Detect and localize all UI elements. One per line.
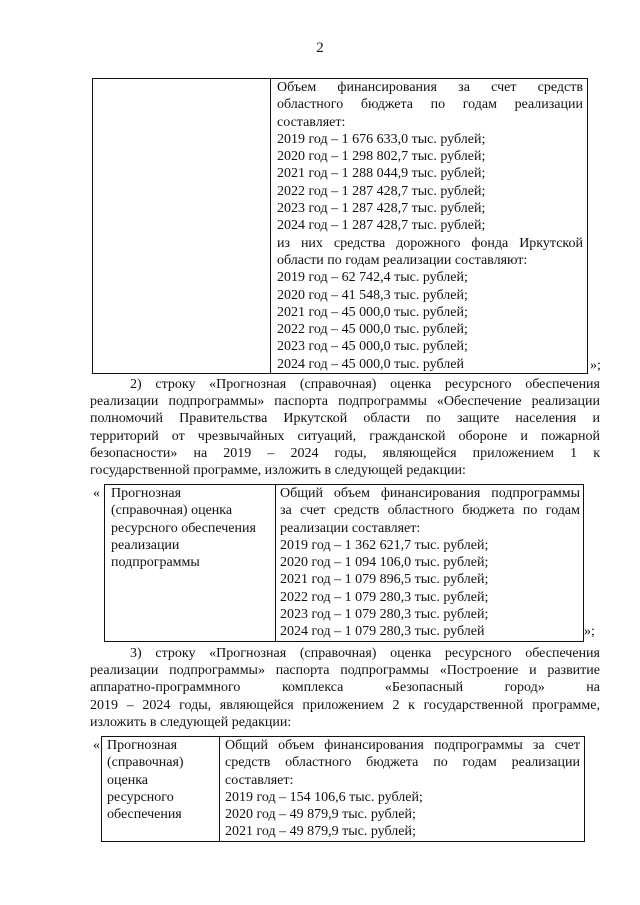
table2-left-line: подпрограммы xyxy=(111,555,200,571)
table2-left-line: реализации xyxy=(111,537,180,553)
table1-line: 2019 год – 62 742,4 тыс. рублей; xyxy=(277,270,468,286)
table2-right-line: 2021 год – 1 079 896,5 тыс. рублей; xyxy=(280,572,489,588)
table1-line: 2024 год – 1 287 428,7 тыс. рублей; xyxy=(277,218,486,234)
table2-right-line: Общий объем финансирования подпрограммы xyxy=(280,486,580,501)
table1-line: 2024 год – 45 000,0 тыс. рублей xyxy=(277,356,464,372)
paragraph-line: реализации подпрограммы» паспорта подпрограммы «Обеспечение реализации xyxy=(90,394,600,410)
table3-left-line: обеспечения xyxy=(107,807,182,823)
table2-left-line: Прогнозная xyxy=(111,486,182,501)
table3-right-line: составляет: xyxy=(225,772,294,788)
table1-line: области по годам реализации составляют: xyxy=(277,252,528,268)
table1-line: 2020 год – 41 548,3 тыс. рублей; xyxy=(277,287,468,303)
closing-quote: »; xyxy=(590,358,601,373)
table3-left-line: Прогнозная xyxy=(107,738,178,753)
paragraph-line: 3) строку «Прогнозная (справочная) оценка ресурсного обеспечения xyxy=(130,646,600,661)
table1-line: 2022 год – 1 287 428,7 тыс. рублей; xyxy=(277,183,486,199)
closing-quote: »; xyxy=(584,624,595,639)
paragraph-line: изложить в следующей редакции: xyxy=(90,714,292,730)
table3-left-line: ресурсного xyxy=(107,789,174,805)
table1-line: областного бюджета по годам реализации xyxy=(277,97,583,113)
table2-left-line: ресурсного обеспечения xyxy=(111,520,256,536)
table2-right-line: 2024 год – 1 079 280,3 тыс. рублей xyxy=(280,624,485,640)
opening-quote: « xyxy=(93,486,100,501)
paragraph-line: безопасности» на 2019 – 2024 годы, являющейся приложением 1 к xyxy=(90,445,600,461)
table1-line: 2021 год – 1 288 044,9 тыс. рублей; xyxy=(277,166,486,182)
table1-line: составляет: xyxy=(277,114,346,130)
table1-line: 2023 год – 45 000,0 тыс. рублей; xyxy=(277,339,468,355)
table1-line: 2019 год – 1 676 633,0 тыс. рублей; xyxy=(277,131,486,147)
paragraph-2 xyxy=(90,376,600,479)
table1-left-cell xyxy=(93,79,271,374)
opening-quote: « xyxy=(93,738,100,753)
table2-right-line: 2022 год – 1 079 280,3 тыс. рублей; xyxy=(280,589,489,605)
table1-line: из них средства дорожного фонда Иркутской xyxy=(277,235,583,251)
table3-right-line: 2020 год – 49 879,9 тыс. рублей; xyxy=(225,807,416,823)
table3-right-cell xyxy=(220,737,585,842)
table1-line: 2023 год – 1 287 428,7 тыс. рублей; xyxy=(277,201,486,217)
table1-line: 2021 год – 45 000,0 тыс. рублей; xyxy=(277,304,468,320)
table2-right-line: 2019 год – 1 362 621,7 тыс. рублей; xyxy=(280,537,489,553)
table2-right-cell xyxy=(276,485,584,642)
paragraph-line: территорий от чрезвычайных ситуаций, гражданской обороне и пожарной xyxy=(90,428,600,444)
paragraph-line: реализации подпрограммы» паспорта подпрограммы «Построение и развитие xyxy=(90,663,600,679)
paragraph-line: государственной программе, изложить в следующей редакции: xyxy=(90,463,466,479)
table2-left-cell xyxy=(105,485,276,642)
paragraph-line: аппаратно-программного комплекса «Безопасный город» на xyxy=(90,680,600,696)
table3-right-line: Общий объем финансирования подпрограммы за счет xyxy=(225,738,580,753)
paragraph-line: полномочий Правительства Иркутской области по защите населения и xyxy=(90,411,600,427)
table3-left-cell xyxy=(102,737,220,842)
table3-right-line: средств областного бюджета по годам реализации xyxy=(225,755,580,771)
table3-left-line: (справочная) xyxy=(107,755,184,771)
table3-right-line: 2021 год – 49 879,9 тыс. рублей; xyxy=(225,824,416,840)
table3-left-line: оценка xyxy=(107,772,149,788)
table2-left-line: (справочная) оценка xyxy=(111,503,233,519)
table1-line: 2020 год – 1 298 802,7 тыс. рублей; xyxy=(277,149,486,165)
financing-table-3 xyxy=(101,736,585,842)
paragraph-line: 2019 – 2024 годы, являющейся приложением 2 к государственной программе, xyxy=(90,697,600,713)
table1-line: Объем финансирования за счет средств xyxy=(277,80,583,95)
table2-right-line: реализации составляет: xyxy=(280,520,421,536)
table2-right-line: за счет средств областного бюджета по годам xyxy=(280,503,580,519)
financing-table-2 xyxy=(104,484,584,642)
paragraph-line: 2) строку «Прогнозная (справочная) оценка ресурсного обеспечения xyxy=(130,377,600,392)
table3-right-line: 2019 год – 154 106,6 тыс. рублей; xyxy=(225,789,423,805)
table2-right-line: 2020 год – 1 094 106,0 тыс. рублей; xyxy=(280,555,489,571)
financing-table-1 xyxy=(92,78,588,374)
table2-right-line: 2023 год – 1 079 280,3 тыс. рублей; xyxy=(280,607,489,623)
table1-right-cell xyxy=(271,79,588,374)
table1-line: 2022 год – 45 000,0 тыс. рублей; xyxy=(277,322,468,338)
paragraph-3 xyxy=(90,645,600,731)
page-number: 2 xyxy=(316,40,324,56)
